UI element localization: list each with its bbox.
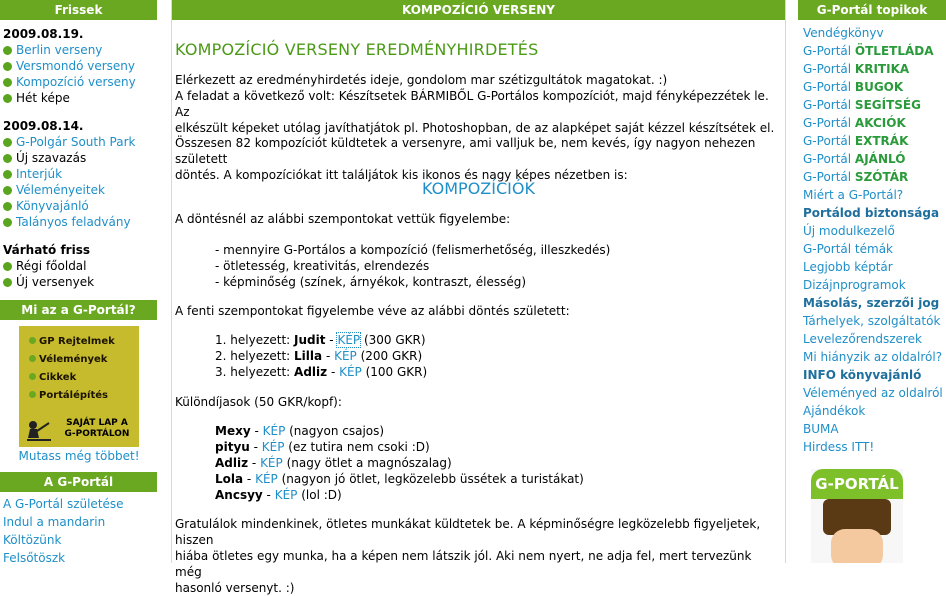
bullet-icon: [29, 391, 36, 398]
news-item[interactable]: Versmondó verseny: [3, 58, 155, 74]
topic-link[interactable]: INFO könyvajánló: [803, 368, 922, 382]
criteria-intro: A döntésnél az alábbi szempontokat vettük figyelembe:: [175, 212, 511, 226]
specials-list: [215, 423, 775, 503]
frissek-list: [0, 20, 158, 290]
topic-link[interactable]: Levelezőrendszerek: [803, 332, 922, 346]
placement-row: 2. helyezett: Lilla - KÉP (200 GKR): [215, 349, 423, 363]
bullet-icon: [3, 94, 12, 103]
mascot-face: [831, 529, 883, 563]
topic-link[interactable]: G-Portál SZÓTÁR: [803, 170, 909, 184]
topic-link[interactable]: Tárhelyek, szolgáltatók: [803, 314, 941, 328]
ad-item: Cikkek: [29, 372, 76, 383]
topic-link[interactable]: G-Portál ÖTLETLÁDA: [803, 44, 934, 58]
special-intro: Különdíjasok (50 GKR/kopf):: [175, 395, 342, 409]
criteria-item: - képminőség (színek, árnyékok, kontraszt, élesség): [215, 275, 527, 289]
criteria-item: - ötletesség, kreativitás, elrendezés: [215, 259, 430, 273]
bullet-icon: [29, 337, 36, 344]
kep-link[interactable]: KÉP: [334, 349, 357, 363]
topic-link[interactable]: Hirdess ITT!: [803, 440, 875, 454]
a-gportal-header: A G-Portál: [0, 472, 157, 492]
news-item[interactable]: G-Polgár South Park: [3, 134, 155, 150]
more-link[interactable]: Mutass még többet!: [18, 449, 140, 463]
kep-link[interactable]: KÉP: [255, 472, 278, 486]
topic-link[interactable]: Véleményed az oldalról: [803, 386, 943, 400]
bullet-icon: [3, 138, 12, 147]
news-item[interactable]: Véleményeitek: [3, 182, 155, 198]
criteria-list: [215, 242, 775, 290]
news-item[interactable]: Kompozíció verseny: [3, 74, 155, 90]
bullet-icon: [3, 78, 12, 87]
gportal-link[interactable]: Költözünk: [3, 533, 62, 547]
bullet-icon: [3, 186, 12, 195]
logo-text: G-PORTÁL: [815, 475, 899, 493]
right-sidebar: [798, 0, 946, 563]
ad-footer: SAJÁT LAP A G-PORTÁLON: [64, 418, 130, 439]
gportal-link[interactable]: A G-Portál születése: [3, 497, 124, 511]
gportal-link[interactable]: Indul a mandarin: [3, 515, 106, 529]
count-paragraph: Összesen 82 kompozíciót küldtetek a versenyre, ami valljuk be, nem kevés, így nagyon nehezen született döntés. A kompozíciókat itt találjátok kis ikonos és nagy képes nézetben is:: [175, 136, 756, 182]
news-item: Hét képe: [3, 90, 155, 106]
special-row: Ancsyy - KÉP (lol :D): [215, 488, 342, 502]
ad-item: GP Rejtelmek: [29, 336, 115, 347]
kompoziciok-link[interactable]: KOMPOZÍCIÓK: [422, 179, 535, 198]
special-row: Adliz - KÉP (nagy ötlet a magnószalag): [215, 456, 452, 470]
news-date: Várható friss: [3, 243, 90, 257]
kep-link[interactable]: KÉP: [260, 456, 283, 470]
bullet-icon: [3, 62, 12, 71]
news-date: 2009.08.19.: [3, 27, 84, 41]
ad-item: Portálépítés: [29, 390, 108, 401]
kep-link[interactable]: KÉP: [262, 424, 286, 438]
news-date: 2009.08.14.: [3, 119, 84, 133]
special-row: pityu - KÉP (ez tutira nem csoki :D): [215, 440, 430, 454]
topic-link[interactable]: Másolás, szerzői jog: [803, 296, 940, 310]
main-header: KOMPOZÍCIÓ VERSENY: [172, 0, 785, 20]
topic-link[interactable]: Új modulkezelő: [803, 224, 895, 238]
placements-list: [215, 332, 775, 380]
digger-icon: [25, 420, 53, 442]
page-title: KOMPOZÍCIÓ VERSENY EREDMÉNYHIRDETÉS: [175, 40, 539, 59]
placement-row: 1. helyezett: Judit - KÉP (300 GKR): [215, 333, 426, 347]
ad-item: Vélemények: [29, 354, 107, 365]
bullet-icon: [3, 46, 12, 55]
kep-link[interactable]: KÉP: [261, 440, 285, 454]
bullet-icon: [3, 262, 12, 271]
gportal-ad-banner[interactable]: [19, 326, 139, 447]
news-item[interactable]: Interjúk: [3, 166, 155, 182]
topikok-header: G-Portál topikok: [798, 0, 946, 20]
mi-az-header: Mi az a G-Portál?: [0, 300, 157, 320]
news-item: Új versenyek: [3, 274, 155, 290]
closing-paragraph: Gratulálok mindenkinek, ötletes munkákat küldtetek be. A képminőségre legközelebb figyeljetek, hiszen hiába ötletes egy munka, ha a képen nem látszik jól. Aki nem nyert, ne adja fel, mert tervezünk még hasonló versenyt. :): [175, 517, 761, 595]
topic-link[interactable]: Ajándékok: [803, 404, 866, 418]
topic-link[interactable]: BUMA: [803, 422, 839, 436]
gportal-link[interactable]: Felsőtöszk: [3, 551, 66, 565]
news-item[interactable]: Talányos feladvány: [3, 214, 155, 230]
topic-link[interactable]: Mi hiányzik az oldalról?: [803, 350, 943, 364]
frissek-header: Frissek: [0, 0, 157, 20]
bullet-icon: [3, 278, 12, 287]
topic-link[interactable]: G-Portál SEGÍTSÉG: [803, 98, 921, 112]
special-row: Lola - KÉP (nagyon jó ötlet, legközelebb üssétek a turistákat): [215, 472, 584, 486]
intro-paragraph: Elérkezett az eredményhirdetés ideje, gondolom mar szétizgultátok magatokat. :) A feladat a következő volt: Készítsetek BÁRMIBŐL G-Portálos kompozíciót, majd fényképezzétek le. Az elkészült képeket utólag javíthatjátok pl. Photoshopban, de az alapképet saját kézzel készítsétek el.: [175, 73, 775, 135]
topic-link[interactable]: G-Portál EXTRÁK: [803, 134, 909, 148]
topic-link[interactable]: G-Portál BUGOK: [803, 80, 904, 94]
kep-link[interactable]: KÉP: [337, 333, 361, 347]
news-item: Új szavazás: [3, 150, 155, 166]
kep-link[interactable]: KÉP: [274, 488, 298, 502]
topic-link[interactable]: G-Portál témák: [803, 242, 893, 256]
main-content: [171, 0, 786, 595]
topic-link[interactable]: Legjobb képtár: [803, 260, 893, 274]
bullet-icon: [29, 373, 36, 380]
gportal-logo[interactable]: [811, 469, 903, 563]
topic-link[interactable]: G-Portál KRITIKA: [803, 62, 910, 76]
topic-link[interactable]: Vendégkönyv: [803, 26, 884, 40]
news-item[interactable]: Berlin verseny: [3, 42, 155, 58]
bullet-icon: [29, 355, 36, 362]
topic-link[interactable]: G-Portál AJÁNLÓ: [803, 152, 906, 166]
topic-link[interactable]: Dizájnprogramok: [803, 278, 906, 292]
special-row: Mexy - KÉP (nagyon csajos): [215, 424, 385, 438]
decision-intro: A fenti szempontokat figyelembe véve az alábbi döntés született:: [175, 304, 570, 318]
news-item: Régi főoldal: [3, 258, 155, 274]
left-sidebar: [0, 0, 158, 567]
criteria-item: - mennyire G-Portálos a kompozíció (felismerhetőség, illeszkedés): [215, 243, 611, 257]
bullet-icon: [3, 154, 12, 163]
kep-link[interactable]: KÉP: [339, 365, 362, 379]
bullet-icon: [3, 202, 12, 211]
topic-link[interactable]: G-Portál AKCIÓK: [803, 116, 906, 130]
bullet-icon: [3, 218, 12, 227]
placement-row: 3. helyezett: Adliz - KÉP (100 GKR): [215, 365, 428, 379]
topic-links: [798, 24, 946, 456]
news-item[interactable]: Könyvajánló: [3, 198, 155, 214]
topic-link[interactable]: Portálod biztonsága: [803, 206, 940, 220]
bullet-icon: [3, 170, 12, 179]
topic-link[interactable]: Miért a G-Portál?: [803, 188, 904, 202]
